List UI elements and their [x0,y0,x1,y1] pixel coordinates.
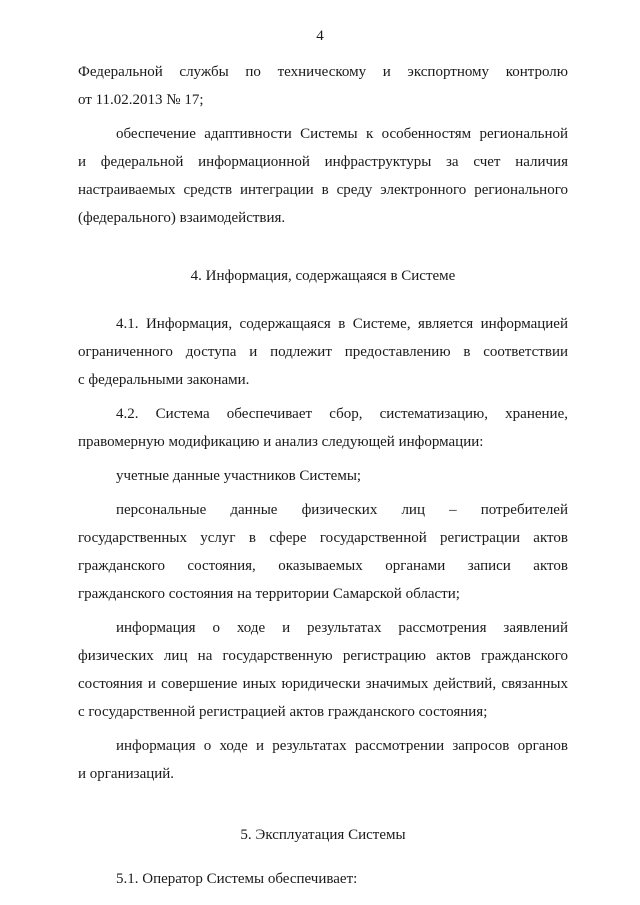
paragraph-4-1 [78,310,568,394]
text-line: и организаций. [78,766,175,782]
intro-paragraph [78,58,568,114]
document-body [78,58,568,893]
text-line: настраиваемых средств интеграции в среду электронного регионального [78,182,568,198]
list-item-personal-data [78,496,568,608]
list-item-applications [78,614,568,726]
text-line: (федерального) взаимодействия. [78,210,286,226]
text-line: с федеральными законами. [78,372,250,388]
text-line: физических лиц на государственную регистрацию актов гражданского [78,648,568,664]
text-line: и федеральной информационной инфраструктуры за счет наличия [78,154,568,170]
text-line: персональные данные физических лиц – потребителей [116,502,568,518]
text-line: правомерную модификацию и анализ следующей информации: [78,434,484,450]
paragraph-5-1 [78,865,568,893]
section-4-heading: 4. Информация, содержащаяся в Системе [190,268,456,284]
text-line: 4.2. Система обеспечивает сбор, систематизацию, хранение, [116,406,568,422]
text-line: ограниченного доступа и подлежит предоставлению в соответствии [78,344,568,360]
page-number: 4 [316,28,324,44]
text-line: 5.1. Оператор Системы обеспечивает: [116,871,358,887]
text-line: от 11.02.2013 № 17; [78,92,204,108]
paragraph-4-2 [78,400,568,456]
text-line: с государственной регистрацией актов гражданского состояния; [78,704,488,720]
text-line: гражданского состояния, оказываемых органами записи актов [78,558,568,574]
text-line: 4.1. Информация, содержащаяся в Системе, является информацией [116,316,568,332]
text-line: состояния и совершение иных юридически значимых действий, связанных [78,676,568,692]
text-line: гражданского состояния на территории Самарской области; [78,586,460,602]
section-5-heading: 5. Эксплуатация Системы [240,827,406,843]
text-line: государственных услуг в сфере государственной регистрации актов [78,530,568,546]
text-line: учетные данные участников Системы; [116,468,362,484]
adaptivity-paragraph [78,120,568,232]
text-line: Федеральной службы по техническому и экспортному контролю [78,64,568,80]
list-item-requests [78,732,568,788]
list-item-participants [78,462,568,490]
text-line: обеспечение адаптивности Системы к особенностям региональной [116,126,568,142]
text-line: информация о ходе и результатах рассмотрения заявлений [116,620,568,636]
text-line: информация о ходе и результатах рассмотрении запросов органов [116,738,568,754]
